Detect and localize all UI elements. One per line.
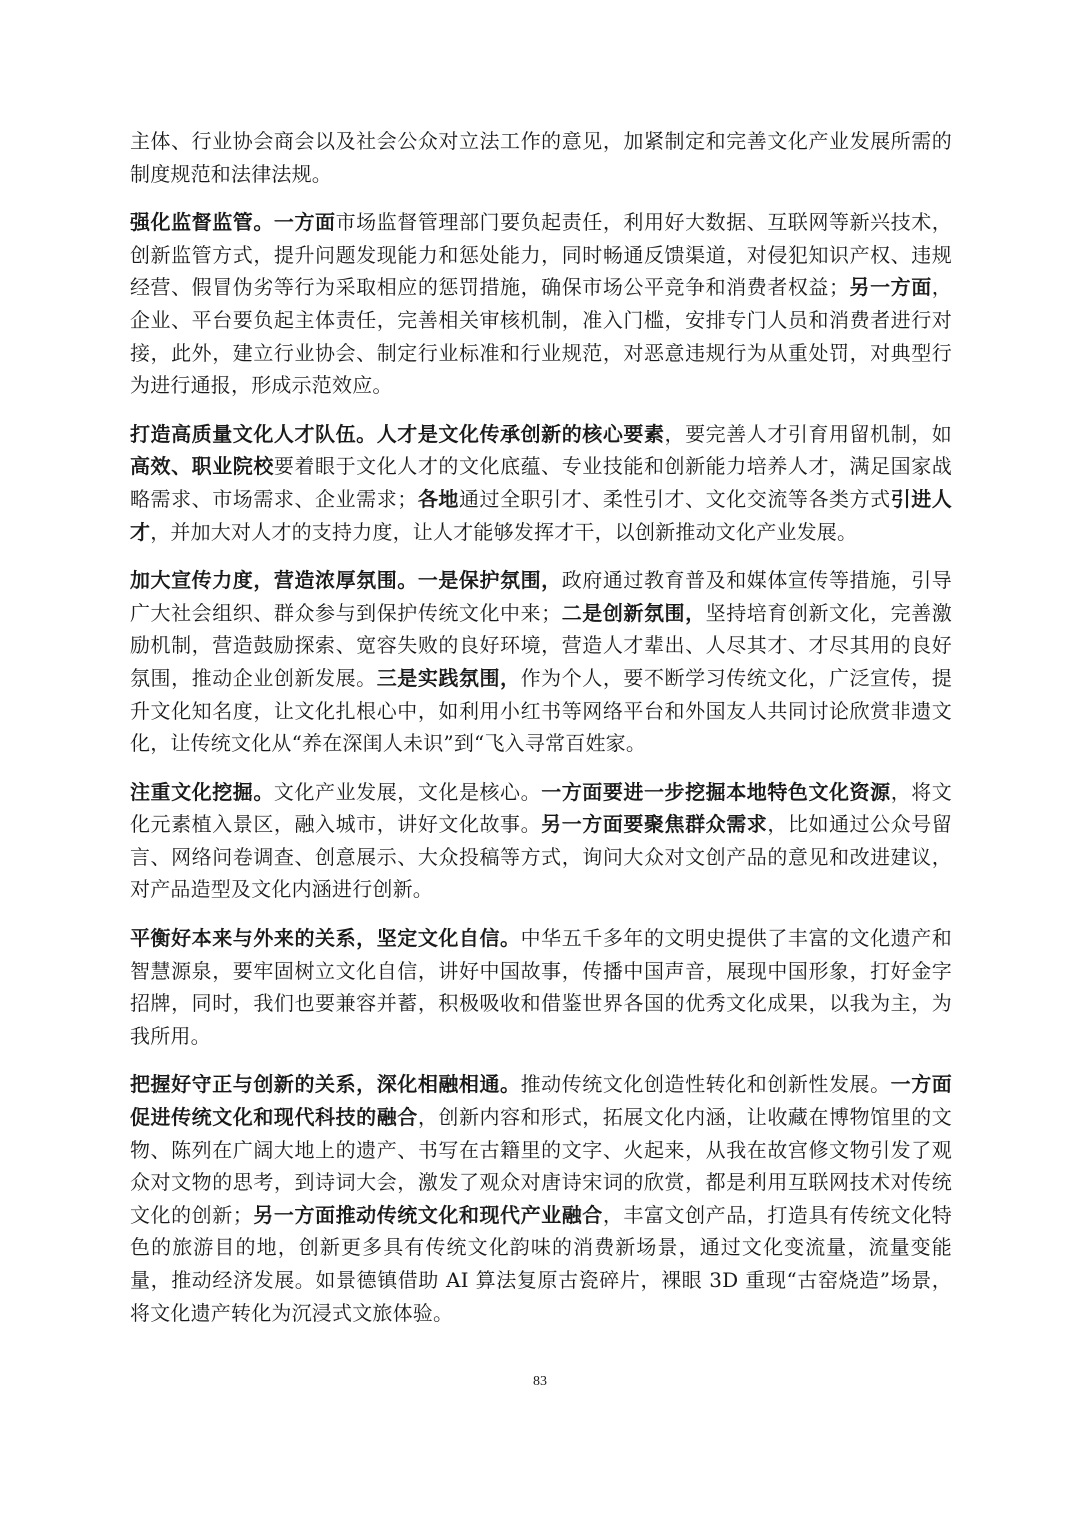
- bold-text: 各地: [417, 486, 459, 511]
- bold-text: 高效、职业院校: [130, 454, 274, 479]
- paragraph: [130, 1068, 952, 1329]
- bold-text: 另一方面推动传统文化和现代产业融合: [253, 1202, 603, 1227]
- bold-text: 一方面促进传统文化和现代科技的融合: [130, 1072, 952, 1130]
- body-text: ，企业、平台要负起主体责任，完善相关审核机制，准入门槛，安排专门人员和消费者进行对接，此外，建立行业协会、制定行业标准和行业规范，对恶意违规行为从重处罚，对典型行为进行通报，形成示范效应。: [130, 275, 952, 398]
- bold-text: 注重文化挖掘。: [130, 779, 274, 804]
- paragraph: [130, 418, 952, 548]
- body-text: ，创新内容和形式，拓展文化内涵，让收藏在博物馆里的文物、陈列在广阔大地上的遗产、书写在古籍里的文字、火起来，从我在故宫修文物引发了观众对文物的思考，到诗词大会，激发了观众对唐诗宋词的欣赏，都是利用互联网技术对传统文化的创新；: [130, 1105, 952, 1227]
- bold-text: 二是创新氛围，: [561, 600, 706, 625]
- bold-text: 引进人才: [130, 486, 953, 544]
- bold-text: 一方面要进一步挖掘本地特色文化资源: [541, 779, 891, 804]
- body-text: 作为个人，要不断学习传统文化，广泛宣传，提升文化知名度，让文化扎根心中，如利用小红书等网络平台和外国友人共同讨论欣赏非遗文化，让传统文化从“养在深闺人未识”到“飞入寻常百姓家。: [130, 665, 952, 756]
- body-text: ，要完善人才引育用留机制，如: [664, 421, 952, 446]
- paragraph: [130, 922, 952, 1052]
- paragraph: [130, 776, 952, 906]
- body-text: 政府通过教育普及和媒体宣传等措施，引导广大社会组织、群众参与到保护传统文化中来；: [130, 568, 952, 625]
- body-text: ，丰富文创产品，打造具有传统文化特色的旅游目的地，创新更多具有传统文化韵味的消费新场景，通过文化变流量，流量变能量，推动经济发展。如景德镇借助 AI 算法复原古瓷碎片，裸眼 3D 重现“古窑烧造”场景，将文化遗产转化为沉浸式文旅体验。: [130, 1202, 952, 1325]
- bold-text: 加大宣传力度，营造浓厚氛围。一是保护氛围，: [130, 568, 562, 593]
- bold-text: 平衡好本来与外来的关系，坚定文化自信。: [130, 926, 521, 951]
- document-body: [130, 125, 952, 1345]
- page-number: 83: [533, 1374, 547, 1389]
- body-text: ，比如通过公众号留言、网络问卷调查、创意展示、大众投稿等方式，询问大众对文创产品的意见和改进建议，对产品造型及文化内涵进行创新。: [130, 812, 952, 902]
- body-text: 主体、行业协会商会以及社会公众对立法工作的意见，加紧制定和完善文化产业发展所需的制度规范和法律法规。: [130, 129, 952, 186]
- bold-text: 另一方面: [849, 275, 932, 300]
- body-text: 要着眼于文化人才的文化底蕴、专业技能和创新能力培养人才，满足国家战略需求、市场需求、企业需求；: [130, 454, 952, 511]
- body-text: 通过全职引才、柔性引才、文化交流等各类方式: [458, 486, 891, 511]
- bold-text: 三是实践氛围，: [376, 665, 521, 690]
- body-text: ，将文化元素植入景区，融入城市，讲好文化故事。: [130, 779, 953, 837]
- paragraph: [130, 206, 952, 402]
- body-text: 推动传统文化创造性转化和创新性发展。: [520, 1072, 891, 1097]
- paragraph: [130, 564, 952, 760]
- body-text: 中华五千多年的文明史提供了丰富的文化遗产和智慧源泉，要牢固树立文化自信，讲好中国故事，传播中国声音，展现中国形象，打好金字招牌，同时，我们也要兼容并蓄，积极吸收和借鉴世界各国的优秀文化成果，以我为主，为我所用。: [130, 926, 952, 1048]
- body-text: 市场监督管理部门要负起责任，利用好大数据、互联网等新兴技术，创新监管方式，提升问题发现能力和惩处能力，同时畅通反馈渠道，对侵犯知识产权、违规经营、假冒伪劣等行为采取相应的惩罚措施，确保市场公平竞争和消费者权益；: [130, 210, 953, 300]
- body-text: ，并加大对人才的支持力度，让人才能够发挥才干，以创新推动文化产业发展。: [150, 519, 858, 544]
- bold-text: 另一方面要聚焦群众需求: [541, 812, 768, 837]
- bold-text: 强化监督监管。一方面: [130, 210, 336, 235]
- bold-text: 打造高质量文化人才队伍。人才是文化传承创新的核心要素: [130, 421, 665, 446]
- paragraph: [130, 125, 952, 190]
- body-text: 文化产业发展，文化是核心。: [273, 779, 542, 804]
- bold-text: 把握好守正与创新的关系，深化相融相通。: [130, 1072, 521, 1097]
- body-text: 坚持培育创新文化，完善激励机制，营造鼓励探索、宽容失败的良好环境，营造人才辈出、人尽其才、才尽其用的良好氛围，推动企业创新发展。: [130, 600, 953, 690]
